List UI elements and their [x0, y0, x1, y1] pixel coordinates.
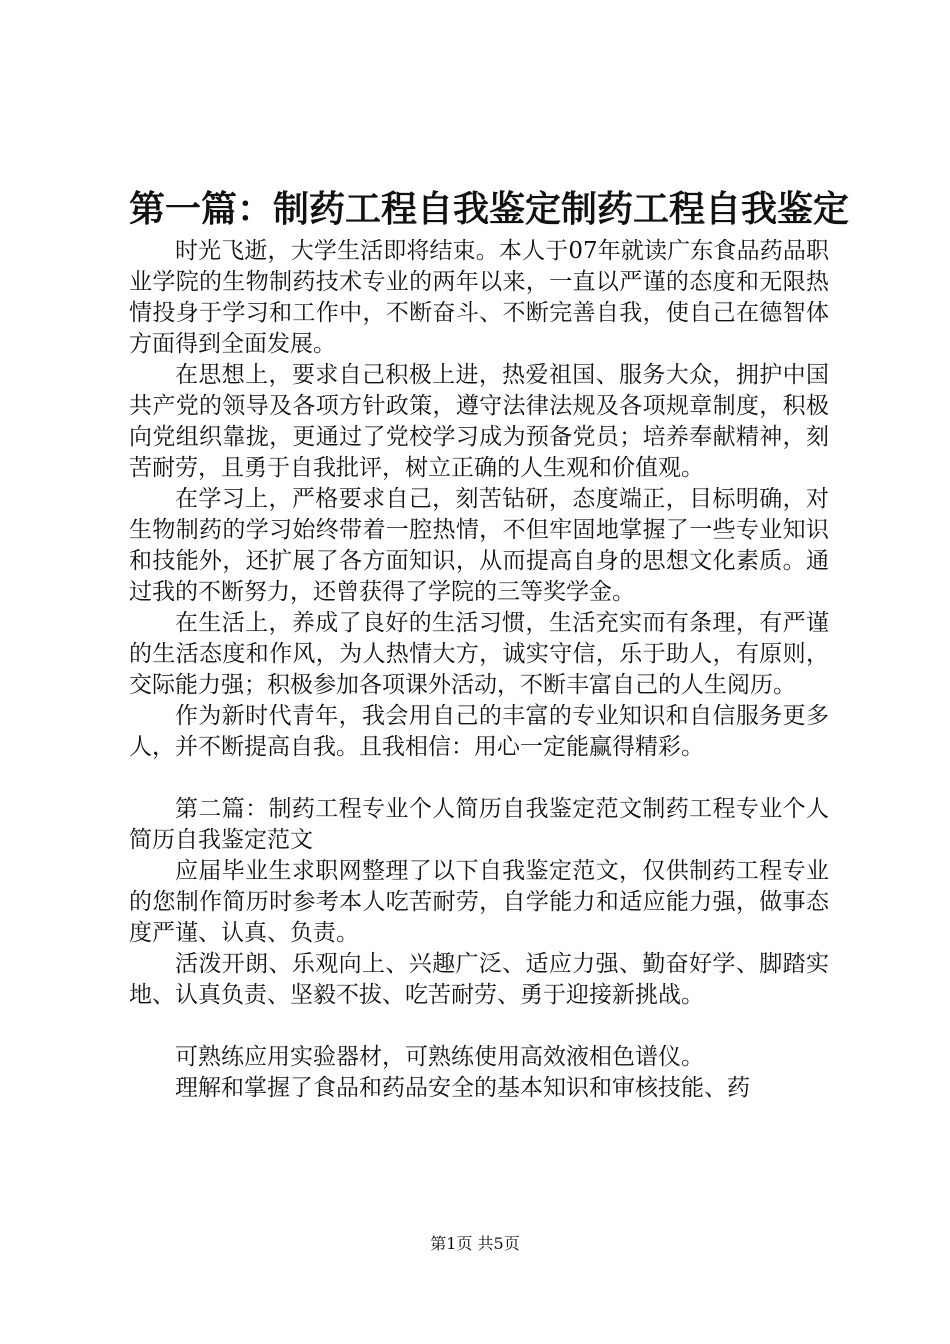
paragraph-resume-intro: 应届毕业生求职网整理了以下自我鉴定范文，仅供制药工程专业的您制作简历时参考本人吃苦耐劳，自学能力和适应能力强，做事态度严谨、认真、负责。 — [129, 858, 829, 946]
paragraph-conclusion: 作为新时代青年，我会用自己的丰富的专业知识和自信服务更多人，并不断提高自我。且我相信：用心一定能赢得精彩。 — [129, 703, 829, 760]
paragraph-thought: 在思想上，要求自己积极上进，热爱祖国、服务大众，拥护中国共产党的领导及各项方针政策，遵守法律法规及各项规章制度，积极向党组织靠拢，更通过了党校学习成为预备党员；培养奉献精神，刻苦耐劳，且勇于自我批评，树立正确的人生观和价值观。 — [129, 362, 829, 481]
paragraph-intro: 时光飞逝，大学生活即将结束。本人于07年就读广东食品药品职业学院的生物制药技术专业的两年以来，一直以严谨的态度和无限热情投身于学习和工作中，不断奋斗、不断完善自我，使自己在德智体方面得到全面发展。 — [129, 238, 829, 357]
document-body — [129, 236, 829, 1104]
paragraph-life: 在生活上，养成了良好的生活习惯，生活充实而有条理，有严谨的生活态度和作风，为人热情大方，诚实守信，乐于助人，有原则，交际能力强；积极参加各项课外活动，不断丰富自己的人生阅历。 — [129, 610, 829, 698]
paragraph-skills: 可熟练应用实验器材，可熟练使用高效液相色谱仪。 — [175, 1044, 704, 1070]
page-indicator: 第1页 共5页 — [430, 1234, 520, 1253]
paragraph-knowledge: 理解和掌握了食品和药品安全的基本知识和审核技能、药 — [175, 1075, 750, 1101]
paragraph-study: 在学习上，严格要求自己，刻苦钻研，态度端正，目标明确，对生物制药的学习始终带着一腔热情，不但牢固地掌握了一些专业知识和技能外，还扩展了各方面知识，从而提高自身的思想文化素质。通过我的不断努力，还曾获得了学院的三等奖学金。 — [129, 486, 829, 605]
section-two-heading: 第二篇：制药工程专业个人简历自我鉴定范文制药工程专业个人简历自我鉴定范文 — [129, 796, 829, 853]
document-title: 第一篇：制药工程自我鉴定制药工程自我鉴定 — [129, 189, 850, 230]
paragraph-personality: 活泼开朗、乐观向上、兴趣广泛、适应力强、勤奋好学、脚踏实地、认真负责、坚毅不拔、吃苦耐劳、勇于迎接新挑战。 — [129, 951, 829, 1008]
